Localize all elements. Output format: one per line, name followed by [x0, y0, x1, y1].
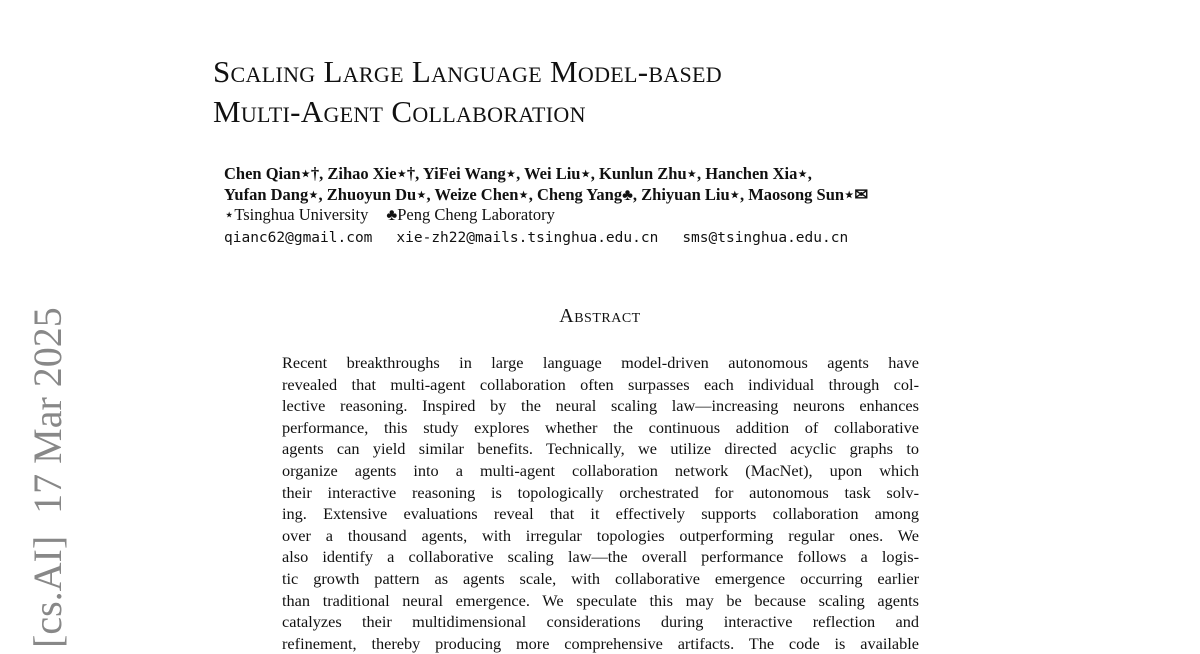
abstract-line: their interactive reasoning is topologically orchestrated for autonomous task solv-	[282, 482, 919, 502]
authors-line-1: Chen Qian⋆†, Zihao Xie⋆†, YiFei Wang⋆, Wei Liu⋆, Kunlun Zhu⋆, Hanchen Xia⋆,	[224, 164, 812, 183]
arxiv-date: 17 Mar 2025	[25, 307, 70, 514]
abstract-line: also identify a collaborative scaling law—the overall performance follows a logis-	[282, 547, 919, 567]
abstract-line: revealed that multi-agent collaboration often surpasses each individual through col-	[282, 374, 919, 394]
arxiv-category: [cs.AI]	[25, 535, 70, 648]
affiliation-pengcheng: ♣Peng Cheng Laboratory	[386, 205, 555, 224]
abstract-line: ing. Extensive evaluations reveal that it effectively supports collaboration among	[282, 504, 919, 524]
email-link[interactable]: sms@tsinghua.edu.cn	[682, 230, 849, 246]
affiliation-tsinghua: ⋆Tsinghua University	[224, 205, 369, 224]
title-line-1: Scaling Large Language Model-based	[213, 54, 722, 89]
abstract-line: than traditional neural emergence. We speculate this may be because scaling agents	[282, 590, 919, 610]
email-link[interactable]: qianc62@gmail.com	[224, 230, 373, 246]
abstract-line: agents can yield similar benefits. Technically, we utilize directed acyclic graphs to	[282, 439, 919, 459]
abstract-line: lective reasoning. Inspired by the neural scaling law—increasing neurons enhances	[282, 396, 919, 416]
author-list	[224, 163, 868, 205]
abstract-line: Recent breakthroughs in large language model-driven autonomous agents have	[282, 353, 919, 372]
authors-line-2: Yufan Dang⋆, Zhuoyun Du⋆, Weize Chen⋆, Cheng Yang♣, Zhiyuan Liu⋆, Maosong Sun⋆✉	[224, 185, 869, 204]
abstract-line: refinement, thereby producing more comprehensive artifacts. The code is available	[282, 633, 919, 653]
abstract-body	[282, 352, 919, 654]
abstract-heading: Abstract	[559, 305, 641, 327]
email-link[interactable]: xie-zh22@mails.tsinghua.edu.cn	[396, 230, 659, 246]
abstract-line: over a thousand agents, with irregular topologies outperforming regular ones. We	[282, 525, 919, 545]
abstract-line: catalyzes their multidimensional considerations during interactive reflection and	[282, 612, 919, 632]
abstract-line: performance, this study explores whether the continuous addition of collaborative	[282, 417, 919, 437]
abstract-line: organize agents into a multi-agent collaboration network (MacNet), upon which	[282, 460, 919, 480]
arxiv-side-stamp	[26, 307, 70, 648]
author-emails	[224, 228, 848, 248]
abstract-line: tic growth pattern as agents scale, with collaborative emergence occurring earlier	[282, 568, 919, 588]
title-line-2: Multi-Agent Collaboration	[213, 94, 586, 129]
paper-title	[213, 52, 722, 132]
affiliations	[224, 205, 555, 225]
